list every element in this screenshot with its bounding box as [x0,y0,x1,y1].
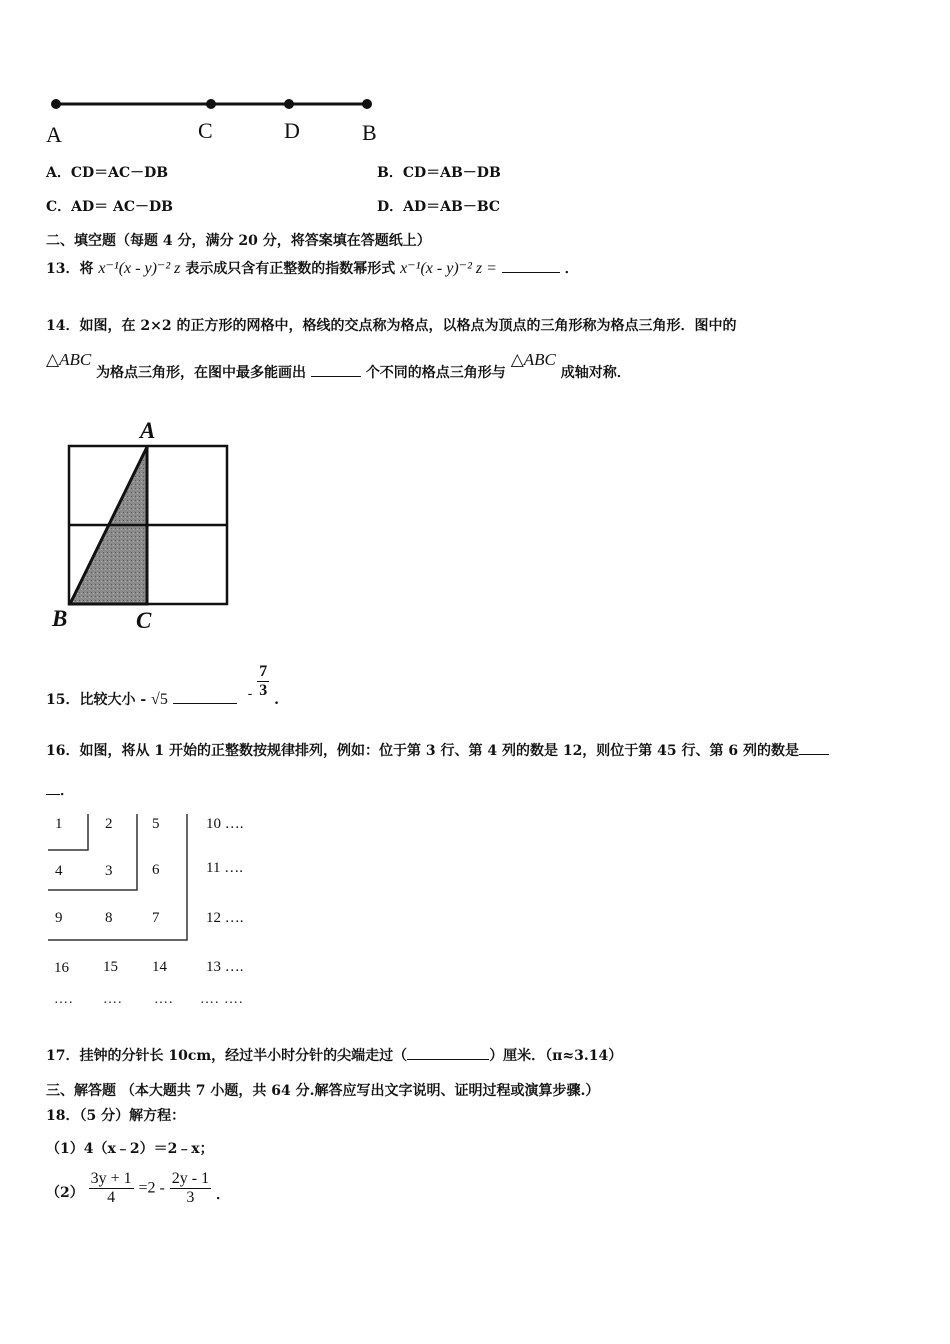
point-a [51,99,61,109]
q15-minus: - [247,685,253,702]
q14-triangle-2: △ABC [510,350,556,369]
option-a: A．CD＝AC－DB [46,165,169,181]
q15-text: 15．比较大小 - [46,691,147,708]
cell-r1c1: 1 [55,816,63,832]
grid-label-b: B [52,606,68,631]
label-a: A [46,122,62,147]
q18-fraction-1 [89,1170,134,1207]
q14-text-a: 为格点三角形，在图中最多能画出 [96,365,307,381]
cell-r5c3: …. [154,992,174,1007]
q15-fraction [257,663,269,700]
q14-text-c: 成轴对称． [560,365,631,381]
grid-label-c: C [136,608,152,633]
q14-triangle: △ABC [46,350,92,369]
cell-r5c2: …. [103,992,123,1007]
cell-r5c4: …. …. [200,992,244,1007]
label-c: C [198,118,213,143]
q15-den: 3 [259,682,268,699]
q16-line1 [46,740,829,760]
cell-r1c4: 10 …. [206,816,244,832]
q18-part2 [46,1170,230,1207]
q16-end: ． [60,783,74,799]
cell-r2c3: 6 [152,862,160,878]
cell-r3c2: 8 [105,910,113,926]
q13-expr: x⁻¹(x - y)⁻² z [98,260,181,277]
question-13 [46,258,579,278]
q18-part1: （1）4（x﹣2）＝2﹣x； [46,1141,214,1157]
option-d: D．AD＝AB－BC [377,199,501,215]
section2-title: 二、填空题（每题 4 分，满分 20 分，将答案填在答题纸上） [46,233,431,249]
q13-number: 13．将 [46,261,94,277]
q16-text: 16．如图，将从 1 开始的正整数按规律排列，例如：位于第 3 行、第 4 列的数是 12，则位于第 45 行、第 6 列的数是 [46,743,800,759]
cell-r5c1: …. [54,992,74,1007]
q13-blank[interactable] [502,258,560,273]
question-17 [46,1045,622,1065]
cell-r4c3: 14 [152,959,167,975]
cell-r3c3: 7 [152,910,160,926]
q18-end: ． [215,1186,230,1203]
q16-blank-cont[interactable] [46,780,60,795]
question-15 [46,655,279,708]
cell-r1c2: 2 [105,816,113,832]
q18-fraction-2 [170,1170,211,1207]
point-b [362,99,372,109]
cell-r3c4: 12 …. [206,910,244,926]
q13-middle: 表示成只含有正整数的指数幂形式 [185,261,396,277]
grid-triangle-figure [66,443,232,609]
label-d: D [284,118,300,143]
q13-end: ． [564,261,579,277]
q14-text-b: 个不同的格点三角形与 [365,365,506,381]
cell-r1c3: 5 [152,816,160,832]
cell-r3c1: 9 [55,910,63,926]
option-c: C．AD＝ AC－DB [46,199,173,215]
q18-f1-den: 4 [107,1189,116,1206]
line-segment-figure [40,90,400,155]
grid-label-a: A [140,418,156,443]
q14-line2 [46,350,631,382]
option-b: B．CD＝AB－DB [377,165,501,181]
q18-mid: =2 - [138,1179,165,1197]
cell-r4c4: 13 …. [206,959,244,975]
cell-r2c2: 3 [105,863,113,879]
section3-title: 三、解答题 （本大题共 7 小题，共 64 分.解答应写出文字说明、证明过程或演算步骤.） [46,1083,600,1099]
q15-num: 7 [259,663,268,680]
q15-end: . [274,691,279,708]
q18-part2-label: （2） [46,1184,84,1201]
q18-f2-den: 3 [186,1189,195,1206]
q15-blank[interactable] [173,689,237,704]
cell-r2c1: 4 [55,863,63,879]
q17-text-b: ）厘米．（π≈3.14） [489,1048,623,1064]
q14-blank[interactable] [311,362,361,377]
q16-line2 [46,780,74,800]
q18-f2-num: 2y - 1 [171,1170,210,1187]
cell-r2c4: 11 …. [206,860,243,876]
number-arrangement-figure [40,810,200,950]
point-c [206,99,216,109]
q17-text-a: 17．挂钟的分针长 10cm，经过半小时分针的尖端走过（ [46,1048,408,1064]
q17-blank[interactable] [407,1045,489,1060]
point-d [284,99,294,109]
q13-expr2: x⁻¹(x - y)⁻² z = [400,260,497,277]
q18-title: 18．（5 分）解方程： [46,1108,186,1124]
q14-line1: 14．如图，在 2×2 的正方形的网格中，格线的交点称为格点，以格点为顶点的三角形称为格点三角形．图中的 [46,318,737,334]
cell-r4c2: 15 [103,959,118,975]
label-b: B [362,120,377,145]
cell-r4c1: 16 [54,960,69,976]
q15-sqrt: √5 [151,690,168,708]
q18-f1-num: 3y + 1 [90,1170,132,1187]
q16-blank[interactable] [799,740,829,755]
